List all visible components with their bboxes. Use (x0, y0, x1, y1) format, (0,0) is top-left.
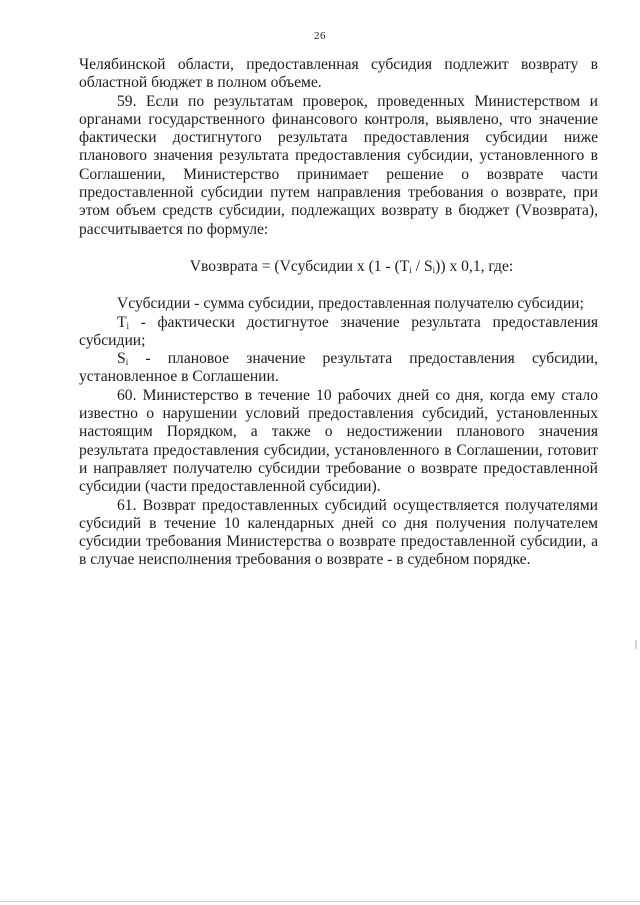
definition-s-subscript: i (125, 357, 129, 368)
scan-edge-mark (635, 640, 637, 649)
paragraph-59: 59. Если по результатам проверок, проведенных Министерством и органами государственного финансового контроля, выявлено, что значение фактически достигнутого результата предоставления субсидии ниже планового значения результата предоставления субсидии, установленного в Соглашении, Министерство принимает решение о возврате части предоставленной субсидии путем направления требования о возврате, при этом объем средств субсидии, подлежащих возврату в бюджет (Vвозврата), рассчитывается по формуле: (79, 92, 598, 238)
definition-s (79, 350, 598, 387)
formula-subscript-1: i (409, 264, 412, 275)
definition-t-subscript: i (126, 320, 130, 331)
paragraph-60: 60. Министерство в течение 10 рабочих дней со дня, когда ему стало известно о нарушении условий предоставления субсидий, установленных настоящим Порядком, а также о недостижении планового значения результата предоставления субсидии, установленного в Соглашении, готовит и направляет получателю субсидии требование о возврате предоставленной субсидии (части предоставленной субсидии). (79, 386, 598, 496)
formula-part-1: Vвозврата = (Vсубсидии x (1 - (T (189, 257, 410, 275)
definition-t-text: - фактически достигнутое значение результата предоставления субсидии; (79, 313, 598, 349)
formula-subscript-2: i (432, 264, 436, 275)
definition-s-symbol: S (117, 350, 126, 368)
paragraph-61: 61. Возврат предоставленных субсидий осуществляется получателями субсидий в течение 10 календарных дней со дня получения получателем субсидии требования Министерства о возврате предоставленной субсидии, а в случае неисполнения требования о возврате - в судебном порядке. (79, 496, 598, 569)
formula (79, 258, 598, 276)
definition-v-subsidy: Vсубсидии - сумма субсидии, предоставленная получателю субсидии; (117, 295, 584, 313)
formula-part-3: )) x 0,1, где: (435, 257, 514, 275)
scan-bottom-edge (0, 901, 640, 902)
definition-s-text: - плановое значение результата предоставления субсидии, установленное в Соглашении. (79, 350, 598, 386)
definition-t-symbol: T (117, 313, 127, 331)
page-number: 26 (314, 30, 326, 42)
document-body (79, 56, 598, 570)
paragraph-continuation: Челябинской области, предоставленная субсидия подлежит возврату в областной бюджет в полном объеме. (79, 56, 598, 92)
definition-t (79, 314, 598, 351)
formula-part-2: / S (411, 257, 433, 275)
